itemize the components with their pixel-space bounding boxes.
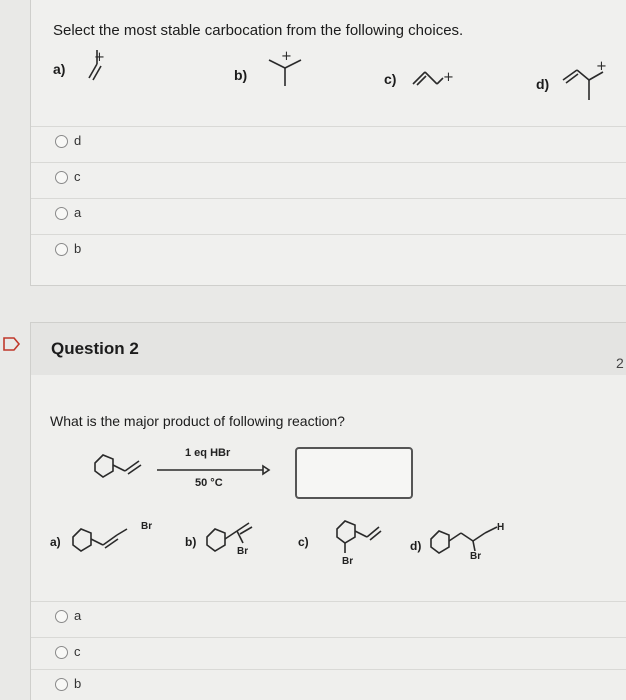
product-c-structure xyxy=(329,517,391,555)
option-label: a xyxy=(74,608,82,623)
points-badge: 2 xyxy=(616,355,624,371)
starting-material-structure xyxy=(91,451,161,481)
radio-button[interactable] xyxy=(55,646,68,659)
option-row-c[interactable] xyxy=(31,162,626,193)
radio-button[interactable] xyxy=(55,243,68,256)
product-c-bromine-label: Br xyxy=(342,556,354,567)
option-row-d[interactable] xyxy=(31,126,626,157)
product-label-a: a) xyxy=(50,535,61,549)
option-label: c xyxy=(74,169,81,184)
question-1-card xyxy=(30,0,626,286)
product-b-structure xyxy=(203,519,265,555)
carbocation-c-structure xyxy=(409,64,469,88)
question-2-title: Question 2 xyxy=(51,339,139,358)
option-row-a[interactable] xyxy=(31,198,626,229)
radio-button[interactable] xyxy=(55,610,68,623)
product-answer-box xyxy=(295,447,413,499)
charge-plus-b: + xyxy=(281,49,292,64)
structure-label-a: a) xyxy=(53,61,66,77)
carbocation-a-structure xyxy=(75,44,115,84)
product-d-bromine-label: Br xyxy=(470,551,482,562)
question-2-header xyxy=(30,322,626,376)
charge-plus-c: + xyxy=(443,70,454,85)
option-row-a[interactable] xyxy=(31,601,626,632)
carbocation-d-structure xyxy=(559,56,619,104)
radio-button[interactable] xyxy=(55,678,68,691)
carbocation-b-structure xyxy=(261,44,311,90)
question-2-prompt: What is the major product of following reaction? xyxy=(50,413,345,429)
product-label-d: d) xyxy=(410,539,422,553)
option-row-b[interactable] xyxy=(31,234,626,265)
option-label: d xyxy=(74,133,82,148)
product-label-c: c) xyxy=(298,535,309,549)
option-label: c xyxy=(74,644,81,659)
option-label: a xyxy=(74,205,82,220)
charge-plus-d: + xyxy=(596,59,607,74)
option-label: b xyxy=(74,676,82,691)
structure-label-d: d) xyxy=(536,76,550,92)
flag-icon[interactable] xyxy=(3,337,21,351)
product-b-bromine-label: Br xyxy=(237,546,249,557)
structure-label-c: c) xyxy=(384,71,397,87)
product-d-hydrogen-label: H xyxy=(497,522,505,533)
radio-button[interactable] xyxy=(55,171,68,184)
question-2-body xyxy=(30,375,626,700)
option-row-b[interactable] xyxy=(31,669,626,700)
product-label-b: b) xyxy=(185,535,197,549)
option-label: b xyxy=(74,241,82,256)
charge-plus-a: + xyxy=(94,50,105,65)
product-a-bromine-label: Br xyxy=(141,521,153,532)
structure-label-b: b) xyxy=(234,67,248,83)
reagent-label: 1 eq HBr xyxy=(185,447,231,459)
question-1-prompt: Select the most stable carbocation from the following choices. xyxy=(53,22,464,39)
radio-button[interactable] xyxy=(55,135,68,148)
reaction-arrow-icon xyxy=(157,465,269,475)
condition-label: 50 °C xyxy=(195,477,223,489)
option-row-c[interactable] xyxy=(31,637,626,668)
radio-button[interactable] xyxy=(55,207,68,220)
product-a-structure xyxy=(69,523,149,553)
